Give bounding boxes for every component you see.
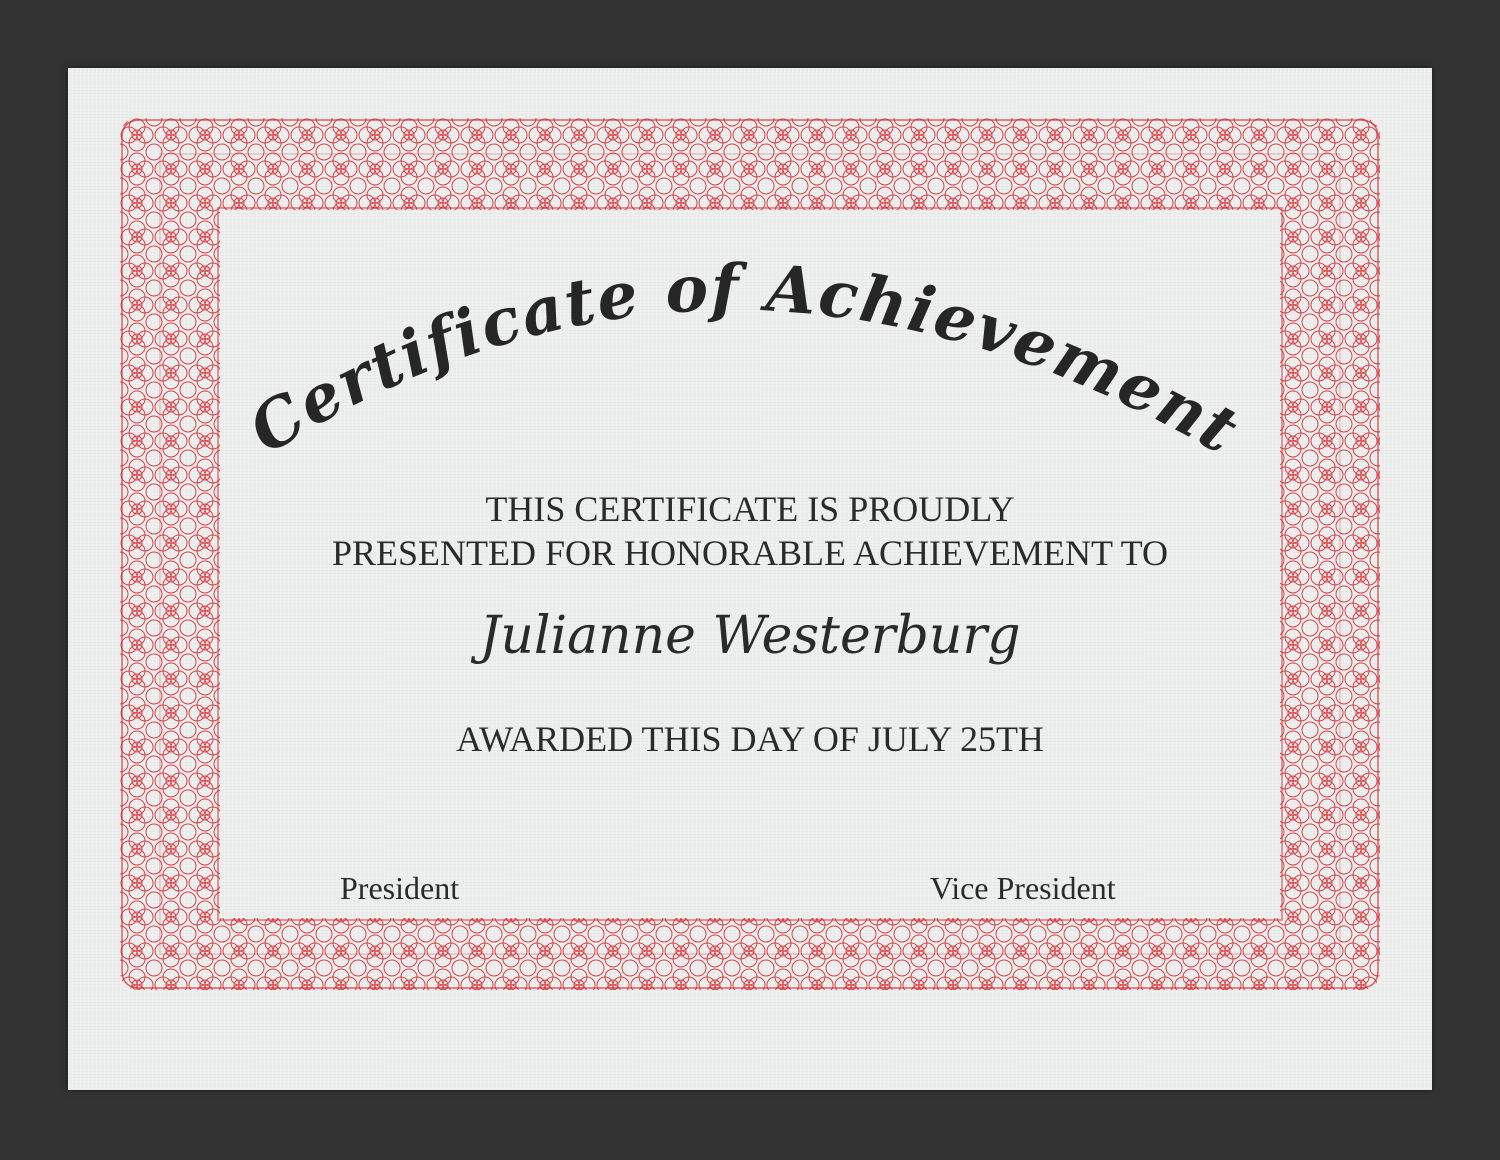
signature-president-label: President (340, 870, 460, 906)
recipient-name: Julianne Westerburg (479, 606, 1021, 666)
award-date-line: AWARDED THIS DAY OF JULY 25TH (456, 719, 1044, 759)
presentation-line-2: PRESENTED FOR HONORABLE ACHIEVEMENT TO (331, 533, 1169, 573)
presentation-line-1: THIS CERTIFICATE IS PROUDLY (485, 489, 1015, 529)
title-text: Certificate of Achievement (236, 250, 1252, 470)
signature-vice-president-label: Vice President (930, 870, 1116, 906)
certificate-title (200, 210, 1300, 510)
svg-text:Certificate of Achievement (237, 251, 1252, 470)
